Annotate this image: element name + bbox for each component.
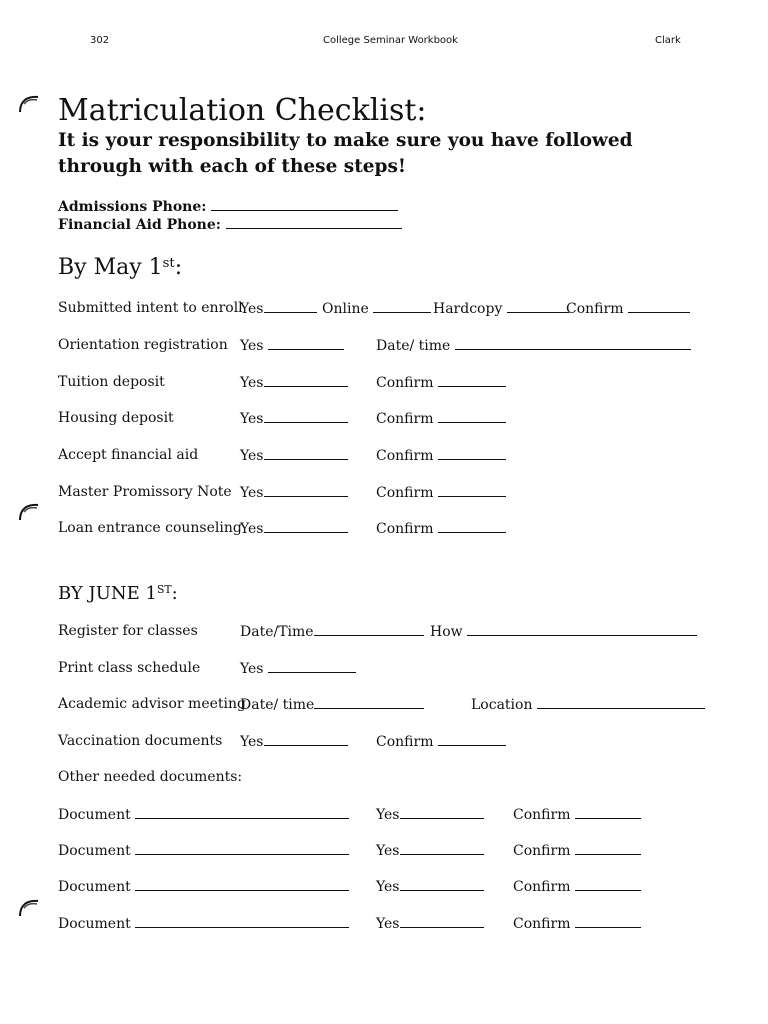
document-name-field[interactable] [135, 878, 349, 891]
confirm-field[interactable] [438, 520, 506, 533]
advisor-row: Academic advisor meeting Date/ time Location [58, 696, 738, 714]
row-label: Housing deposit [58, 410, 174, 426]
row-label: Master Promissory Note [58, 484, 232, 500]
admissions-phone-row [58, 198, 398, 215]
confirm-field[interactable] [438, 374, 506, 387]
document-name-field[interactable] [135, 806, 349, 819]
document-row: Document Yes Confirm [58, 842, 738, 860]
intent-confirm-field[interactable] [628, 300, 690, 313]
row-label: Loan entrance counseling [58, 520, 242, 536]
document-row: Document Yes Confirm [58, 915, 738, 933]
checklist-row: Loan entrance counseling Yes Confirm [58, 520, 738, 538]
vaccination-label: Vaccination documents [58, 733, 223, 749]
orientation-date: Date/ time [376, 337, 691, 354]
intent-confirm: Confirm [566, 300, 690, 317]
intent-label: Submitted intent to enroll [58, 300, 243, 316]
row-label: Accept financial aid [58, 447, 199, 463]
checklist-row: Accept financial aid Yes Confirm [58, 447, 738, 465]
document-yes-field[interactable] [400, 915, 484, 928]
document-row: Document Yes Confirm [58, 878, 738, 896]
checklist-row: Housing deposit Yes Confirm [58, 410, 738, 428]
register-date-field[interactable] [314, 623, 424, 636]
register-how-field[interactable] [467, 623, 697, 636]
advisor-label: Academic advisor meeting [58, 696, 246, 712]
confirm-field[interactable] [438, 484, 506, 497]
advisor-location-field[interactable] [537, 696, 705, 709]
intent-row [58, 300, 738, 318]
punch-hole-mark [18, 500, 40, 522]
vaccination-yes-field[interactable] [264, 733, 348, 746]
orientation-yes: Yes [240, 337, 344, 354]
page-subtitle: It is your responsibility to make sure you have followed through with each of these steps! [58, 130, 633, 177]
checklist-row: Master Promissory Note Yes Confirm [58, 484, 738, 502]
document-yes-field[interactable] [400, 806, 484, 819]
june-section-heading: BY JUNE 1ST: [58, 583, 178, 604]
document-name-field[interactable] [135, 915, 349, 928]
print-label: Print class schedule [58, 660, 201, 676]
document-yes-field[interactable] [400, 842, 484, 855]
punch-hole-mark [18, 896, 40, 918]
document-confirm-field[interactable] [575, 878, 641, 891]
admissions-phone-label: Admissions Phone: [58, 199, 207, 215]
page-number: 302 [90, 35, 110, 46]
page-title: Matriculation Checklist: [58, 93, 427, 128]
document-yes-field[interactable] [400, 878, 484, 891]
financial-aid-phone-label: Financial Aid Phone: [58, 217, 221, 233]
other-documents-label: Other needed documents: [58, 769, 243, 785]
document-name-field[interactable] [135, 842, 349, 855]
header-title: College Seminar Workbook [323, 35, 458, 46]
intent-online: Online [322, 300, 431, 317]
document-confirm-field[interactable] [575, 806, 641, 819]
row-label: Tuition deposit [58, 374, 165, 390]
document-row: Document Yes Confirm [58, 806, 738, 824]
header-author: Clark [655, 35, 681, 46]
yes-field[interactable] [264, 374, 348, 387]
register-row: Register for classes Date/Time How [58, 623, 738, 641]
intent-hardcopy-field[interactable] [507, 300, 569, 313]
yes-field[interactable] [264, 410, 348, 423]
yes-field[interactable] [264, 484, 348, 497]
punch-hole-mark [18, 92, 40, 114]
intent-yes: Yes [240, 300, 317, 317]
yes-field[interactable] [264, 520, 348, 533]
may-section-heading: By May 1st: [58, 255, 183, 280]
checklist-row: Tuition deposit Yes Confirm [58, 374, 738, 392]
intent-online-field[interactable] [373, 300, 431, 313]
financial-aid-phone-field[interactable] [226, 216, 402, 229]
document-confirm-field[interactable] [575, 842, 641, 855]
register-label: Register for classes [58, 623, 198, 639]
orientation-row [58, 337, 738, 355]
yes-field[interactable] [264, 447, 348, 460]
confirm-field[interactable] [438, 410, 506, 423]
document-confirm-field[interactable] [575, 915, 641, 928]
vaccination-confirm-field[interactable] [438, 733, 506, 746]
intent-hardcopy: Hardcopy [433, 300, 569, 317]
vaccination-row: Vaccination documents Yes Confirm [58, 733, 738, 751]
admissions-phone-field[interactable] [211, 198, 398, 211]
orientation-yes-field[interactable] [268, 337, 344, 350]
orientation-date-field[interactable] [455, 337, 691, 350]
financial-aid-phone-row [58, 216, 402, 233]
confirm-field[interactable] [438, 447, 506, 460]
advisor-date-field[interactable] [314, 696, 424, 709]
intent-yes-field[interactable] [264, 300, 317, 313]
print-row: Print class schedule Yes [58, 660, 738, 678]
print-yes-field[interactable] [268, 660, 356, 673]
orientation-label: Orientation registration [58, 337, 228, 353]
